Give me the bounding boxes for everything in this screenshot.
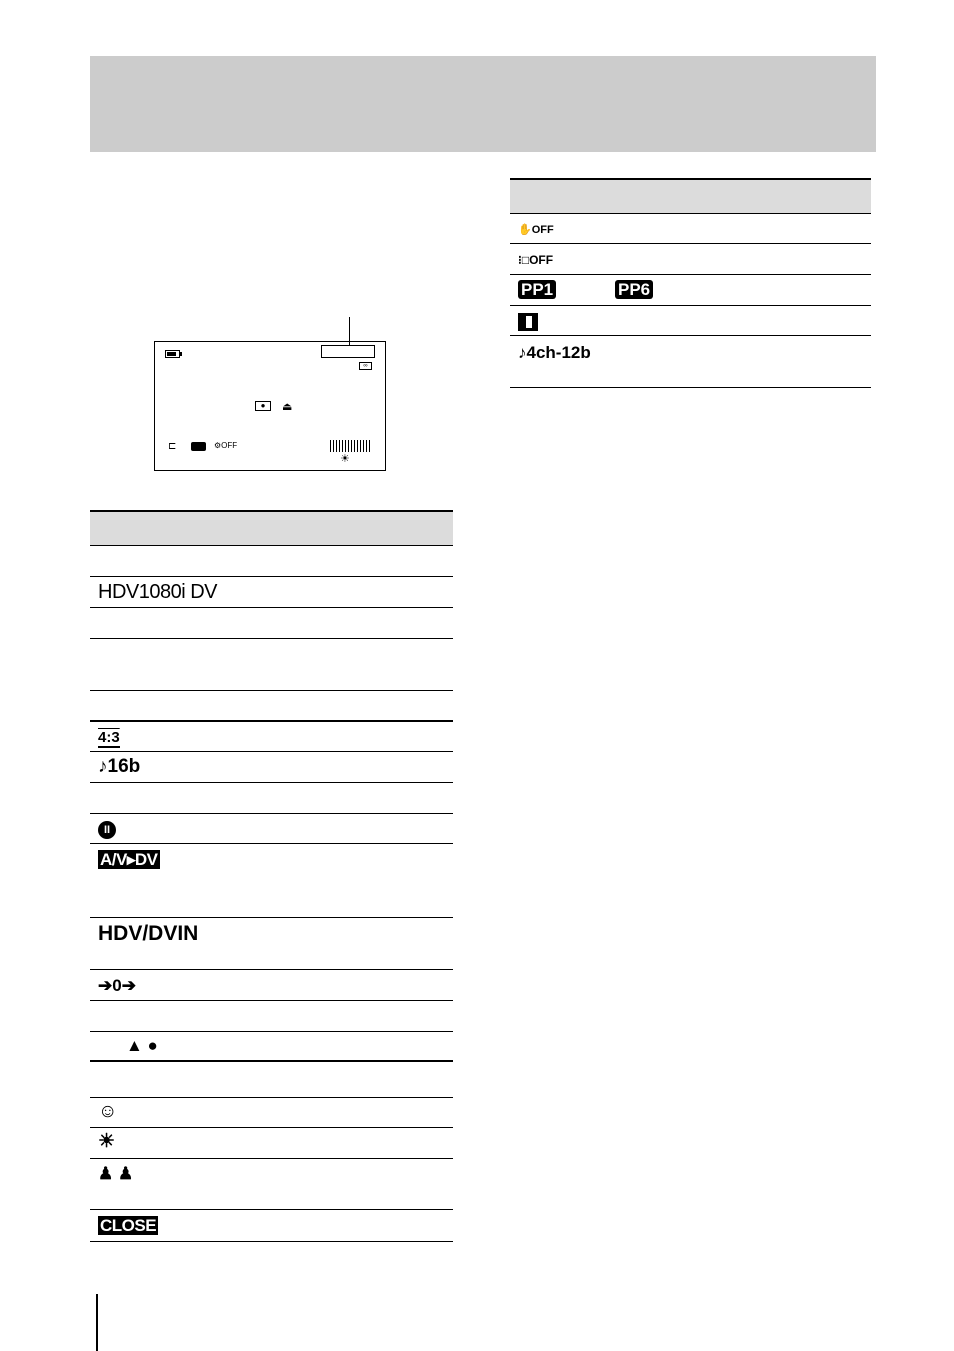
pause-icon: II (98, 821, 116, 839)
table-header (90, 510, 453, 546)
memory-icon: ⊏ (168, 441, 177, 452)
picture-profile-1-icon: PP1 (518, 280, 556, 299)
table-row (510, 244, 871, 275)
table-row (90, 722, 453, 752)
audio-16b-icon: ♪16b (98, 756, 141, 777)
table-row (510, 336, 871, 388)
eject-icon: ⏏ (282, 401, 293, 413)
steadyshot-off-icon: ⚙OFF (214, 441, 238, 450)
hdv-dv-format-icon: HDV1080i DV (98, 581, 218, 603)
table-row (90, 691, 453, 722)
table-header (510, 178, 871, 214)
table-row (90, 1098, 453, 1128)
timecode-box (321, 345, 375, 358)
table-row (90, 546, 453, 577)
table-row (90, 783, 453, 814)
table-row (90, 814, 453, 844)
table-row (90, 1062, 453, 1098)
frame-off-icon: ⁝□OFF (518, 253, 554, 267)
table-row (90, 1159, 453, 1210)
right-indicator-table (510, 178, 871, 388)
table-row (90, 918, 453, 970)
lcd-black-icon (191, 442, 206, 451)
table-row (510, 275, 871, 306)
hdv-dv-in-icon: HDV/DVIN (98, 922, 199, 945)
left-indicator-table (90, 510, 453, 1242)
drop-icon: ● (255, 401, 271, 411)
tape-icon: ∞ (359, 362, 372, 370)
spotlight-icon: ♟ ♟ (98, 1164, 134, 1183)
picture-profile-6-icon: PP6 (615, 280, 653, 299)
backlight-icon: ☀ (340, 453, 350, 465)
battery-icon (165, 350, 180, 358)
zero-set-icon: ➔0➔ (98, 976, 136, 995)
table-row (90, 844, 453, 918)
table-row (90, 577, 453, 608)
close-icon: CLOSE (100, 1216, 157, 1235)
table-row (90, 1128, 453, 1159)
table-row (90, 1210, 453, 1242)
steadyshot-off-icon: ✋OFF (518, 224, 554, 236)
aspect-4-3-icon: 4:3 (98, 729, 120, 746)
backlight-icon: ☀ (98, 1131, 116, 1152)
audio-meter (330, 440, 370, 452)
table-row (90, 1032, 453, 1062)
av-dv-icon: A/V▸DV (100, 850, 158, 869)
focus-infinity-icon: ▲ ● (126, 1036, 158, 1055)
table-row (90, 608, 453, 639)
table-row (90, 1001, 453, 1032)
table-row (90, 752, 453, 783)
footer-rule (96, 1294, 98, 1351)
audio-4ch-12b-icon: ♪4ch-12b (518, 343, 591, 362)
table-row (510, 214, 871, 244)
portrait-icon: ☺ (98, 1101, 118, 1122)
table-row (510, 306, 871, 336)
table-row (90, 970, 453, 1001)
table-row (90, 639, 453, 691)
page-header-band (90, 56, 876, 152)
index-mark-icon (518, 313, 538, 331)
